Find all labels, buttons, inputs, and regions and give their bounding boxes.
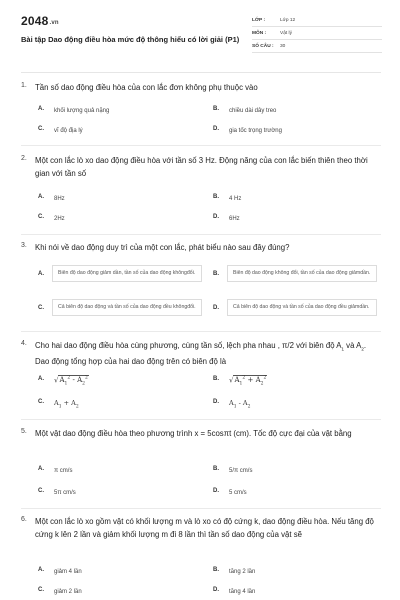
option-formula: $A_1 + A_2$ — [54, 399, 79, 410]
option-b[interactable]: B. $√A_1^2 + A_2^2$ — [213, 376, 267, 387]
site-logo[interactable]: 2048.vn — [21, 14, 59, 28]
meta-value: 30 — [280, 43, 286, 49]
question-text: Một con lắc lò xo gồm vật có khối lượng m và lò xo có độ cứng k, dao động điều hòa. Nếu tăng độ cứng k lên 2 lần và giảm khối lượng m đi 8 lần thì tần số dao động của vật sẽ — [35, 517, 374, 539]
option-a[interactable]: A. $√A_1^2 - A_2^2$ — [38, 376, 88, 387]
meta-label: SỐ CÂU : — [252, 43, 274, 49]
question-number: 1. — [21, 82, 27, 89]
question-divider — [21, 145, 381, 146]
option-c[interactable]: C. 5π cm/s — [38, 488, 76, 496]
option-a[interactable]: A. Biên độ dao động giảm dần, tần số của dao động khôngđổi. — [38, 265, 202, 282]
question-text: Một vật dao động điều hòa theo phương trình x = 5cosπt (cm). Tốc độ cực đại của vật bằng — [35, 429, 352, 438]
question-divider — [21, 508, 381, 509]
option-c[interactable]: C. $A_1 + A_2$ — [38, 399, 79, 410]
meta-row-class — [252, 14, 382, 27]
question-divider — [21, 419, 381, 420]
question-text: Khi nói về dao động duy trì của một con lắc, phát biểu nào sau đây đúng? — [35, 243, 290, 252]
meta-row-subject — [252, 27, 382, 40]
option-a[interactable]: A. π cm/s — [38, 466, 73, 474]
meta-value: Lớp 12 — [280, 17, 296, 23]
question-number: 6. — [21, 516, 27, 523]
option-b[interactable]: B. tăng 2 lần — [213, 567, 256, 575]
meta-value: Vật lý — [280, 30, 292, 36]
option-d[interactable]: D. 6Hz — [213, 214, 240, 222]
question-divider — [21, 234, 381, 235]
option-b[interactable]: B. Biên độ dao động không đổi, tần số của dao động giảmdần. — [213, 265, 377, 282]
question-number: 5. — [21, 428, 27, 435]
option-c[interactable]: C. 2Hz — [38, 214, 65, 222]
document-title: Bài tập Dao động điều hòa mức độ thông hiểu có lời giải (P1) — [21, 35, 240, 44]
meta-label: LỚP : — [252, 17, 266, 23]
option-d[interactable]: D. Cả biên độ dao động và tần số của dao động đều giảmdần. — [213, 299, 377, 316]
option-a[interactable]: A. giảm 4 lần — [38, 567, 82, 575]
question-number: 2. — [21, 155, 27, 162]
option-c[interactable]: C. Cả biên độ dao động và tần số của dao động đều khôngđổi. — [38, 299, 202, 316]
option-formula: $√A_1^2 + A_2^2$ — [229, 376, 267, 387]
question-divider — [21, 331, 381, 332]
option-c[interactable]: C. vĩ độ địa lý — [38, 126, 83, 134]
option-b[interactable]: B. 4 Hz — [213, 194, 242, 202]
option-b[interactable]: B. chiều dài dây treo — [213, 106, 277, 114]
question-number: 4. — [21, 340, 27, 347]
question-text: Cho hai dao động điều hòa cùng phương, cùng tần số, lệch pha nhau , π/2 với biên độ $A_1$ và $A_2$. Dao động tổng hợp của hai dao động trên có biên độ là — [35, 341, 367, 367]
option-formula: $A_1 - A_2$ — [229, 399, 251, 410]
document-header — [21, 12, 381, 70]
meta-table — [252, 14, 382, 53]
question-text: Một con lắc lò xo dao động điều hòa với tần số 3 Hz. Động năng của con lắc biến thiên theo thời gian với tần số — [35, 156, 368, 178]
option-a[interactable]: A. khối lượng quả nặng — [38, 106, 110, 114]
question-number: 3. — [21, 242, 27, 249]
option-d[interactable]: D. 5 cm/s — [213, 488, 247, 496]
option-a[interactable]: A. 8Hz — [38, 194, 65, 202]
header-divider — [21, 72, 381, 73]
option-c[interactable]: C. giảm 2 lần — [38, 587, 82, 595]
meta-row-count — [252, 40, 382, 53]
question-text: Tần số dao động điều hòa của con lắc đơn không phụ thuộc vào — [35, 83, 258, 92]
option-d[interactable]: D. $A_1 - A_2$ — [213, 399, 251, 410]
option-d[interactable]: D. tăng 4 lần — [213, 587, 256, 595]
option-formula: $√A_1^2 - A_2^2$ — [54, 376, 88, 387]
option-d[interactable]: D. gia tốc trọng trường — [213, 126, 282, 134]
option-b[interactable]: B. 5/π cm/s — [213, 466, 253, 474]
meta-label: MÔN : — [252, 30, 267, 36]
